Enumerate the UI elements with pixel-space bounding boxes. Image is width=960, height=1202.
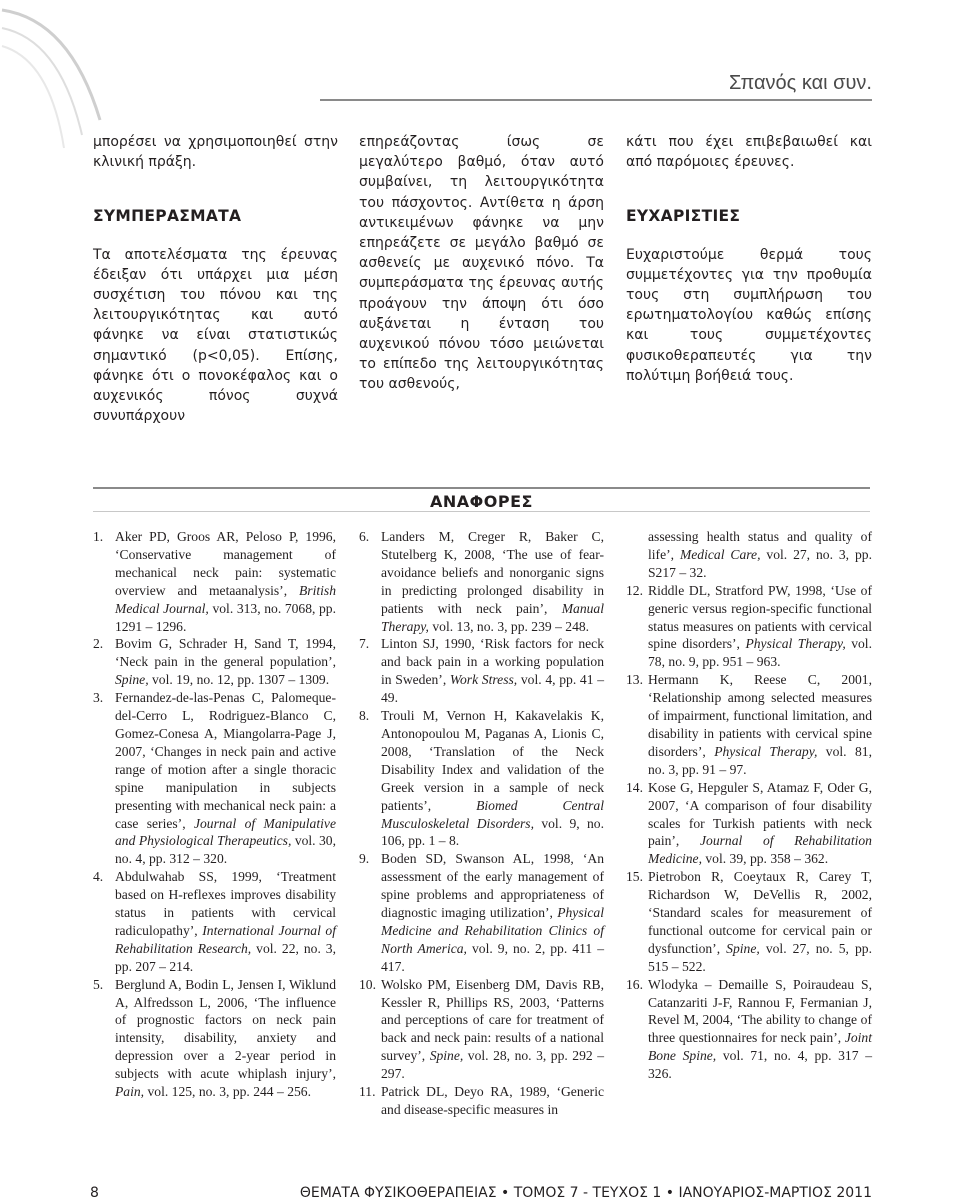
reference-journal: Journal of Manipulative and Physiological Therapeutics, bbox=[115, 815, 336, 849]
text-column-1 bbox=[93, 132, 338, 426]
reference-item bbox=[359, 635, 604, 707]
reference-text bbox=[648, 779, 872, 869]
reference-text bbox=[648, 671, 872, 778]
reference-number: 14. bbox=[626, 779, 643, 795]
reference-number: 3. bbox=[93, 690, 104, 706]
reference-citation: Abdulwahab SS, 1999, ‘Treatment based on H-reflexes improves disability status in patients with cervical radiculopathy’, bbox=[115, 869, 336, 938]
reference-journal: British Medical Journal, bbox=[115, 582, 336, 616]
reference-citation: Kose G, Hepguler S, Atamaz F, Oder G, 2007, ‘A comparison of four disability scales for Turkish patients with neck pain’, bbox=[648, 779, 872, 849]
reference-item bbox=[93, 528, 336, 635]
text-column-2 bbox=[359, 132, 604, 395]
reference-details: vol. 28, no. 3, pp. 292 – 297. bbox=[381, 1048, 604, 1082]
reference-text bbox=[381, 635, 604, 707]
reference-details: vol. 9, no. 106, pp. 1 – 8. bbox=[381, 815, 604, 849]
references-header bbox=[93, 487, 870, 517]
reference-citation: assessing health status and quality of life’, bbox=[648, 529, 872, 562]
reference-citation: Wolsko PM, Eisenberg DM, Davis RB, Kessler R, Phillips RS, 2003, ‘Patterns and perceptions of care for treatment of back and neck pain: results of a national survey’, bbox=[381, 976, 604, 1064]
reference-text bbox=[648, 868, 872, 975]
reference-item bbox=[93, 635, 336, 689]
reference-text bbox=[381, 707, 604, 850]
reference-citation: Hermann K, Reese C, 2001, ‘Relationship among selected measures of impairment, functional limitation, and disability in patients with cervical spine disorders’, bbox=[648, 672, 872, 759]
reference-text bbox=[381, 528, 604, 635]
reference-text bbox=[115, 635, 336, 689]
reference-citation: Bovim G, Schrader H, Sand T, 1994, ‘Neck pain in the general population’, bbox=[115, 636, 336, 670]
reference-journal: Physical Therapy, bbox=[714, 743, 818, 759]
journal-footer-line: ΘΕΜΑΤΑ ΦΥΣΙΚΟΘΕΡΑΠΕΙΑΣ • ΤΟΜΟΣ 7 - ΤΕΥΧΟΣ 1 • ΙΑΝΟΥΑΡΙΟΣ-ΜΑΡΤΙΟΣ 2011 bbox=[299, 1185, 872, 1201]
reference-journal: Spine, bbox=[429, 1048, 464, 1064]
reference-number: 4. bbox=[93, 869, 104, 885]
reference-citation: Berglund A, Bodin L, Jensen I, Wiklund A, Alfredsson L, 2006, ‘The influence of prognostic factors on neck pain intensity, disability, anxiety and depression over a 2-year period in subjects with acute whiplash injury’, bbox=[115, 976, 336, 1082]
section-heading-acknowledgements: ΕΥΧΑΡΙΣΤΙΕΣ bbox=[626, 207, 741, 226]
page-number: 8 bbox=[90, 1185, 99, 1201]
paragraph: Τα αποτελέσματα της έρευνας έδειξαν ότι υπάρχει μια μέση συσχέτιση του πόνου και της λειτουργικότητας και αυτό φάνηκε να είναι στατιστικώς σημαντικό (p<0,05). Επίσης, φάνηκε ότι ο πονοκέφαλος και ο αυχενικός πόνος συχνά συνυπάρχουν bbox=[93, 246, 338, 425]
reference-item bbox=[93, 689, 336, 868]
reference-citation: Landers M, Creger R, Baker C, Stutelberg K, 2008, ‘The use of fear-avoidance beliefs and nonorganic signs in predicting prolonged disability in patients with neck pain’, bbox=[381, 529, 604, 616]
reference-citation: Wlodyka – Demaille S, Poiraudeau S, Catanzariti J-F, Rannou F, Fermanian J, Revel M, 2004, ‘The ability to change of three questionnaires for neck pain’, bbox=[648, 976, 872, 1046]
reference-text bbox=[381, 1083, 604, 1119]
reference-item bbox=[626, 671, 872, 778]
reference-text bbox=[648, 582, 872, 672]
reference-citation: Riddle DL, Stratford PW, 1998, ‘Use of generic versus region-specific functional status measures on patients with cervical spine disorders’, bbox=[648, 582, 872, 652]
reference-item bbox=[93, 868, 336, 975]
reference-number: 10. bbox=[359, 976, 376, 992]
reference-details: vol. 39, pp. 358 – 362. bbox=[701, 851, 829, 867]
reference-item bbox=[626, 976, 872, 1083]
reference-number: 6. bbox=[359, 529, 370, 544]
reference-journal: Spine, bbox=[726, 940, 760, 956]
reference-journal: International Journal of Rehabilitation Research, bbox=[115, 922, 336, 956]
reference-details: vol. 4, pp. 41 – 49. bbox=[381, 672, 604, 706]
reference-citation: Pietrobon R, Coeytaux R, Carey T, Richardson W, DeVellis R, 2002, ‘Standard scales for measurement of functional outcome for cervical pain or dysfunction’, bbox=[648, 869, 872, 956]
section-heading-conclusions: ΣΥΜΠΕΡΑΣΜΑΤΑ bbox=[93, 207, 242, 226]
reference-journal: Medical Care, bbox=[679, 546, 761, 562]
reference-journal: Spine, bbox=[115, 672, 149, 688]
reference-citation: Patrick DL, Deyo RA, 1989, ‘Generic and disease-specific measures in bbox=[381, 1084, 604, 1117]
reference-journal: Physical Medicine and Rehabilitation Clinics of North America, bbox=[381, 905, 604, 956]
reference-number: 7. bbox=[359, 636, 370, 652]
reference-details: vol. 27, no. 3, pp. S217 – 32. bbox=[648, 546, 872, 580]
references-column-1 bbox=[93, 528, 336, 1101]
reference-number: 1. bbox=[93, 529, 104, 544]
reference-citation: Boden SD, Swanson AL, 1998, ‘An assessment of the early management of spine problems and appropriateness of diagnostic imaging utilization’, bbox=[381, 851, 604, 921]
reference-number: 8. bbox=[359, 708, 370, 724]
reference-details: vol. 71, no. 4, pp. 317 – 326. bbox=[648, 1048, 872, 1082]
reference-number: 5. bbox=[93, 976, 104, 992]
reference-number: 15. bbox=[626, 869, 643, 885]
reference-number: 2. bbox=[93, 636, 104, 652]
reference-number: 12. bbox=[626, 582, 643, 598]
reference-journal: Biomed Central Musculoskeletal Disorders, bbox=[381, 797, 605, 831]
reference-citation: Fernandez-de-las-Penas C, Palomeque-del-Cerro L, Rodriguez-Blanco C, Gomez-Conesa A, Miangolarra-Page J, 2007, ‘Changes in neck pain and active range of motion after a single thoracic spine manipulation in subjects presenting with mechanical neck pain: a case series’, bbox=[115, 690, 336, 831]
reference-text bbox=[115, 528, 336, 635]
reference-item bbox=[359, 528, 604, 635]
reference-item bbox=[359, 1083, 604, 1119]
reference-item bbox=[626, 779, 872, 869]
reference-details: vol. 78, no. 9, pp. 951 – 963. bbox=[648, 636, 872, 670]
reference-text bbox=[115, 976, 336, 1101]
paragraph: κάτι που έχει επιβεβαιωθεί και από παρόμοιες έρευνες. bbox=[626, 134, 872, 171]
reference-details: vol. 19, no. 12, pp. 1307 – 1309. bbox=[148, 672, 330, 688]
reference-details: vol. 9, no. 2, pp. 411 – 417. bbox=[381, 940, 604, 974]
reference-number: 9. bbox=[359, 851, 370, 867]
reference-item bbox=[626, 528, 872, 582]
reference-item bbox=[359, 707, 604, 850]
paragraph: μπορέσει να χρησιμοποιηθεί στην κλινική πράξη. bbox=[93, 134, 338, 171]
references-column-3 bbox=[626, 528, 872, 1083]
reference-item bbox=[359, 976, 604, 1083]
reference-number: 13. bbox=[626, 672, 643, 688]
reference-citation: Aker PD, Groos AR, Peloso P, 1996, ‘Conservative management of mechanical neck pain: systematic overview and metaanalysis’, bbox=[115, 529, 336, 598]
reference-details: vol. 27, no. 5, pp. 515 – 522. bbox=[648, 940, 872, 974]
paragraph: επηρεάζοντας ίσως σε μεγαλύτερο βαθμό, όταν αυτό συμβαίνει, τη λειτουργικότητα του πάσχοντος. Αντίθετα η άρση αντικειμένων φάνηκε να μην επηρεάζετε σε μεγάλο βαθμό σε ασθενείς με αυχενικό πόνο. Τα συμπεράσματα της έρευνας αυτής προάγουν την άποψη ότι όσο αυξάνεται η ένταση του αυχενικού πόνου τόσο μειώνεται το επίπεδο της λειτουργικότητας του ασθενούς, bbox=[359, 134, 604, 393]
reference-item bbox=[626, 868, 872, 975]
reference-text bbox=[115, 868, 336, 975]
reference-journal: Physical Therapy, bbox=[745, 636, 846, 652]
reference-text bbox=[115, 689, 336, 868]
reference-journal: Joint Bone Spine, bbox=[648, 1030, 872, 1064]
reference-item bbox=[93, 976, 336, 1101]
reference-journal: Journal of Rehabilitation Medicine, bbox=[648, 833, 872, 867]
reference-citation: Linton SJ, 1990, ‘Risk factors for neck and back pain in a working population in Sweden’, bbox=[381, 636, 604, 688]
references-rule bbox=[93, 487, 870, 489]
reference-details: vol. 125, no. 3, pp. 244 – 256. bbox=[144, 1084, 311, 1100]
reference-citation: Trouli M, Vernon H, Kakavelakis K, Antonopoulou M, Paganas A, Lionis C, 2008, ‘Translation of the Neck Disability Index and validation of the Greek version in a sample of neck patients’, bbox=[381, 708, 604, 813]
references-column-2 bbox=[359, 528, 604, 1119]
text-column-3 bbox=[626, 132, 872, 386]
reference-item bbox=[359, 850, 604, 975]
running-head: Σπανός και συν. bbox=[729, 72, 872, 94]
reference-number: 16. bbox=[626, 976, 643, 992]
references-title: ΑΝΑΦΟΡΕΣ bbox=[422, 492, 541, 511]
reference-text bbox=[648, 976, 872, 1083]
reference-number: 11. bbox=[359, 1084, 376, 1100]
reference-journal: Manual Therapy, bbox=[381, 600, 604, 634]
paragraph: Ευχαριστούμε θερμά τους συμμετέχοντες για την προθυμία τους στη συμπλήρωση του ερωτηματολογίου καθώς επίσης και τους συμμετέχοντες φυσικοθεραπευτές για την πολύτιμη βοήθειά τους. bbox=[626, 246, 872, 384]
corner-arc-decoration bbox=[0, 0, 150, 150]
reference-item bbox=[626, 582, 872, 672]
reference-details: vol. 81, no. 3, pp. 91 – 97. bbox=[648, 743, 872, 777]
reference-text bbox=[648, 528, 872, 582]
reference-text bbox=[381, 976, 604, 1083]
reference-details: vol. 22, no. 3, pp. 207 – 214. bbox=[115, 940, 336, 974]
reference-journal: Pain, bbox=[115, 1084, 145, 1100]
reference-text bbox=[381, 850, 604, 975]
reference-details: vol. 313, no. 7068, pp. 1291 – 1296. bbox=[115, 600, 337, 634]
header-rule bbox=[320, 99, 872, 101]
reference-details: vol. 13, no. 3, pp. 239 – 248. bbox=[428, 618, 590, 634]
reference-journal: Work Stress, bbox=[449, 672, 518, 688]
reference-details: vol. 30, no. 4, pp. 312 – 320. bbox=[115, 833, 337, 867]
